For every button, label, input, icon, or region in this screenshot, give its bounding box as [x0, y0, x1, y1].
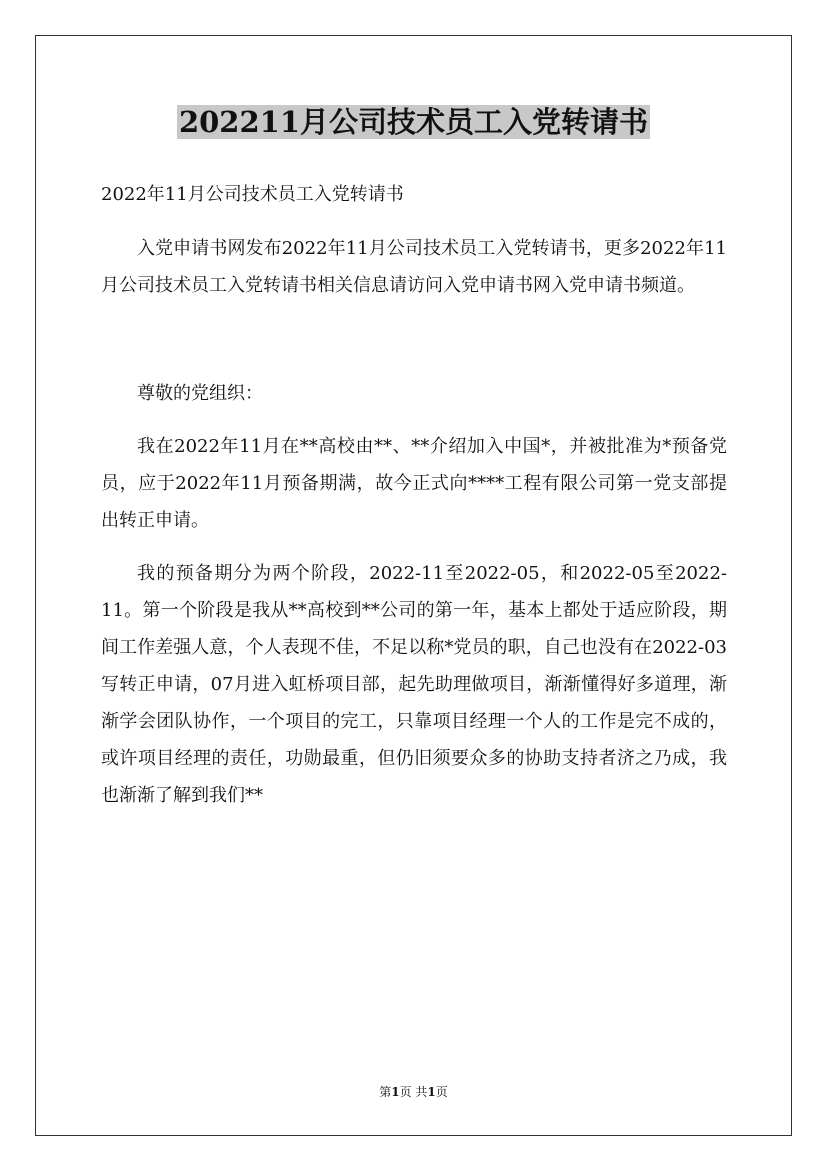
document-body [101, 176, 727, 814]
intro-paragraph: 入党申请书网发布2022年11月公司技术员工入党转请书，更多2022年11月公司技术员工入党转请书相关信息请访问入党申请书网入党申请书频道。 [101, 238, 727, 296]
document-title [0, 100, 827, 144]
footer-page-total: 1 [427, 1085, 436, 1099]
body-paragraph: 我的预备期分为两个阶段，2022-11至2022-05，和2022-05至2022-11。第一个阶段是我从**高校到**公司的第一年，基本上都处于适应阶段，期间工作差强人意，个人表现不佳，不足以称*党员的职，自己也没有在2022-03写转正申请，07月进入虹桥项目部，起先助理做项目，渐渐懂得好多道理，渐渐学会团队协作，一个项目的完工，只靠项目经理一个人的工作是完不成的，或许项目经理的责任，功勋最重，但仍旧须要众多的协助支持者济之乃成，我也渐渐了解到我们** [101, 563, 727, 806]
footer-page-mid: 页 共 [399, 1085, 428, 1099]
footer-page-suffix: 页 [435, 1085, 448, 1099]
footer-page-prefix: 第 [379, 1085, 392, 1099]
document-title-text: 202211月公司技术员工入党转请书 [178, 105, 649, 139]
body-paragraph: 我在2022年11月在**高校由**、**介绍加入中国*，并被批准为*预备党员，应于2022年11月预备期满，故今正式向****工程有限公司第一党支部提出转正申请。 [101, 436, 727, 531]
footer-page-current: 1 [391, 1085, 400, 1099]
page-footer [0, 1084, 827, 1100]
document-subtitle: 2022年11月公司技术员工入党转请书 [101, 184, 404, 205]
salutation: 尊敬的党组织： [137, 383, 263, 404]
